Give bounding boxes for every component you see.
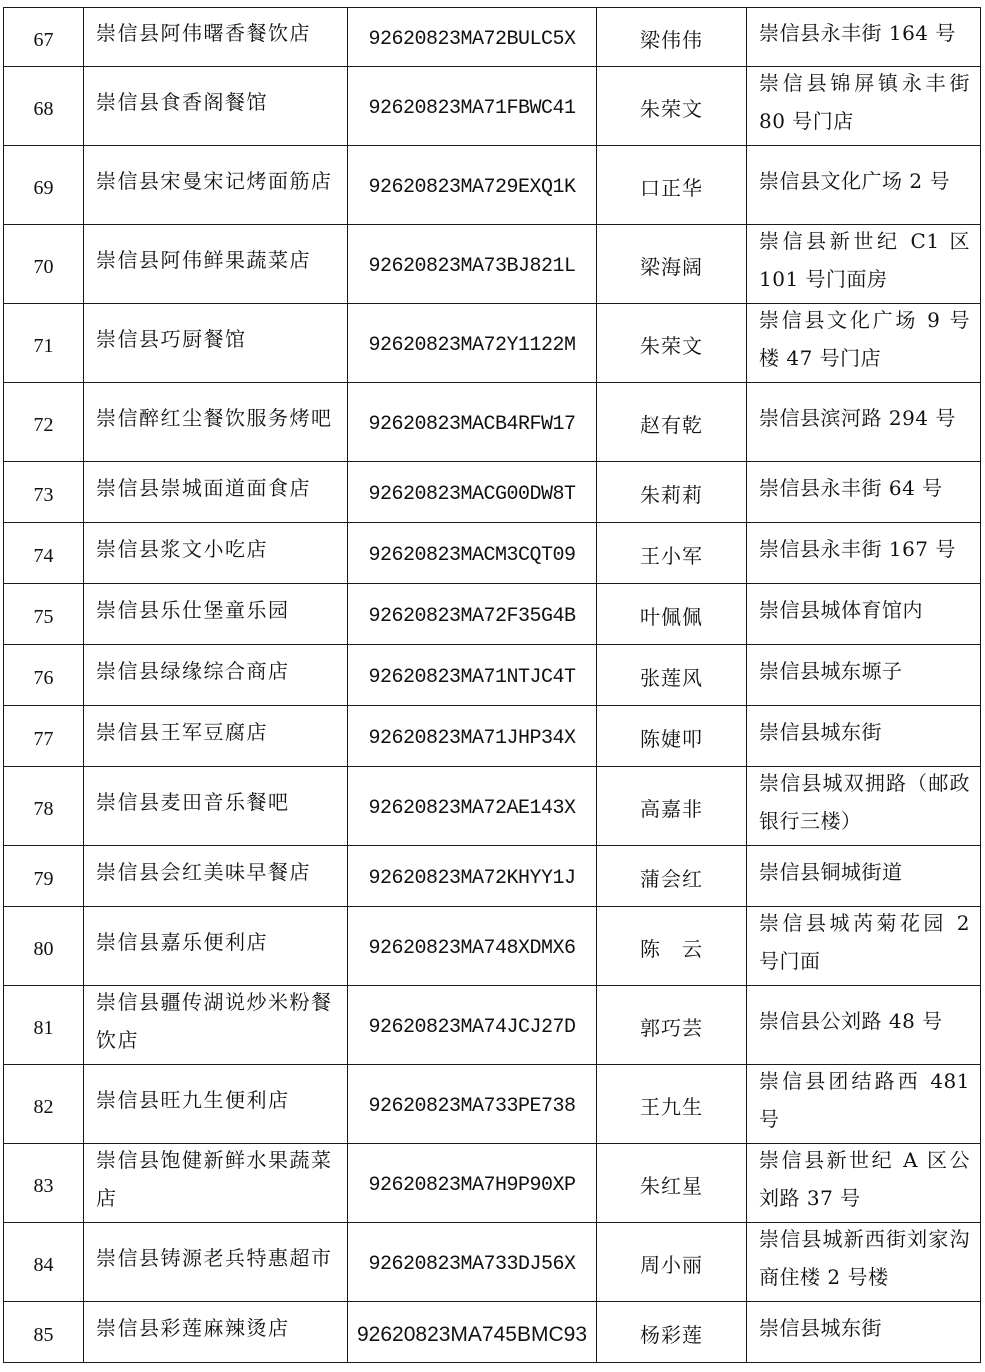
business-name: 崇信县浆文小吃店	[84, 523, 348, 584]
operator-name: 张莲风	[597, 645, 747, 706]
business-name: 崇信县彩莲麻辣烫店	[84, 1302, 348, 1363]
table-row	[4, 225, 981, 304]
table-row	[4, 706, 981, 767]
business-name: 崇信县宋曼宋记烤面筋店	[84, 146, 348, 225]
row-number: 77	[4, 706, 84, 767]
business-name: 崇信县饱健新鲜水果蔬菜店	[84, 1144, 348, 1223]
table-row	[4, 304, 981, 383]
table-row	[4, 1144, 981, 1223]
operator-name: 杨彩莲	[597, 1302, 747, 1363]
business-address: 崇信县永丰街 164 号	[747, 8, 981, 67]
business-address: 崇信县城双拥路（邮政银行三楼）	[747, 767, 981, 846]
credit-code: 92620823MA72AE143X	[348, 767, 597, 846]
business-name: 崇信县麦田音乐餐吧	[84, 767, 348, 846]
business-name: 崇信醉红尘餐饮服务烤吧	[84, 383, 348, 462]
business-name: 崇信县绿缘综合商店	[84, 645, 348, 706]
operator-name: 王九生	[597, 1065, 747, 1144]
business-address: 崇信县永丰街 167 号	[747, 523, 981, 584]
row-number: 70	[4, 225, 84, 304]
row-number: 78	[4, 767, 84, 846]
table-row	[4, 645, 981, 706]
operator-name: 朱莉莉	[597, 462, 747, 523]
table-row	[4, 1223, 981, 1302]
credit-code: 92620823MA74JCJ27D	[348, 986, 597, 1065]
business-address: 崇信县新世纪 C1 区 101 号门面房	[747, 225, 981, 304]
table-row	[4, 846, 981, 907]
business-name: 崇信县铸源老兵特惠超市	[84, 1223, 348, 1302]
credit-code: 92620823MA745BMC93	[348, 1302, 597, 1363]
credit-code: 92620823MA71FBWC41	[348, 67, 597, 146]
business-address: 崇信县滨河路 294 号	[747, 383, 981, 462]
table-row	[4, 67, 981, 146]
row-number: 73	[4, 462, 84, 523]
business-name: 崇信县疆传湖说炒米粉餐饮店	[84, 986, 348, 1065]
table-row	[4, 986, 981, 1065]
credit-code: 92620823MA7H9P90XP	[348, 1144, 597, 1223]
business-name: 崇信县会红美味早餐店	[84, 846, 348, 907]
credit-code: 92620823MA72F35G4B	[348, 584, 597, 645]
business-name: 崇信县阿伟曙香餐饮店	[84, 8, 348, 67]
row-number: 82	[4, 1065, 84, 1144]
table-row	[4, 523, 981, 584]
row-number: 85	[4, 1302, 84, 1363]
business-address: 崇信县文化广场 2 号	[747, 146, 981, 225]
business-registry-table	[3, 7, 981, 1363]
operator-name: 叶佩佩	[597, 584, 747, 645]
business-address: 崇信县文化广场 9 号楼 47 号门店	[747, 304, 981, 383]
credit-code: 92620823MACG00DW8T	[348, 462, 597, 523]
credit-code: 92620823MA71JHP34X	[348, 706, 597, 767]
business-address: 崇信县公刘路 48 号	[747, 986, 981, 1065]
row-number: 81	[4, 986, 84, 1065]
row-number: 80	[4, 907, 84, 986]
credit-code: 92620823MA729EXQ1K	[348, 146, 597, 225]
credit-code: 92620823MA72Y1122M	[348, 304, 597, 383]
business-address: 崇信县新世纪 A 区公刘路 37 号	[747, 1144, 981, 1223]
business-address: 崇信县城芮菊花园 2 号门面	[747, 907, 981, 986]
credit-code: 92620823MA748XDMX6	[348, 907, 597, 986]
business-address: 崇信县城东街	[747, 706, 981, 767]
business-name: 崇信县乐仕堡童乐园	[84, 584, 348, 645]
credit-code: 92620823MA72KHYY1J	[348, 846, 597, 907]
operator-name: 朱荣文	[597, 67, 747, 146]
business-address: 崇信县城新西街刘家沟商住楼 2 号楼	[747, 1223, 981, 1302]
business-address: 崇信县团结路西 481 号	[747, 1065, 981, 1144]
credit-code: 92620823MA733DJ56X	[348, 1223, 597, 1302]
operator-name: 高嘉非	[597, 767, 747, 846]
row-number: 75	[4, 584, 84, 645]
table-row	[4, 8, 981, 67]
business-name: 崇信县崇城面道面食店	[84, 462, 348, 523]
business-name: 崇信县食香阁餐馆	[84, 67, 348, 146]
credit-code: 92620823MA73BJ821L	[348, 225, 597, 304]
table-row	[4, 767, 981, 846]
business-address: 崇信县铜城街道	[747, 846, 981, 907]
table-row	[4, 146, 981, 225]
business-name: 崇信县旺九生便利店	[84, 1065, 348, 1144]
table-row	[4, 462, 981, 523]
business-address: 崇信县城东街	[747, 1302, 981, 1363]
operator-name: 朱荣文	[597, 304, 747, 383]
credit-code: 92620823MA71NTJC4T	[348, 645, 597, 706]
business-address: 崇信县永丰街 64 号	[747, 462, 981, 523]
business-address: 崇信县锦屏镇永丰街 80 号门店	[747, 67, 981, 146]
credit-code: 92620823MA72BULC5X	[348, 8, 597, 67]
business-name: 崇信县阿伟鲜果蔬菜店	[84, 225, 348, 304]
business-name: 崇信县巧厨餐馆	[84, 304, 348, 383]
credit-code: 92620823MA733PE738	[348, 1065, 597, 1144]
operator-name: 梁海阔	[597, 225, 747, 304]
business-name: 崇信县嘉乐便利店	[84, 907, 348, 986]
row-number: 84	[4, 1223, 84, 1302]
credit-code: 92620823MACM3CQT09	[348, 523, 597, 584]
operator-name: 蒲会红	[597, 846, 747, 907]
operator-name: 郭巧芸	[597, 986, 747, 1065]
row-number: 72	[4, 383, 84, 462]
row-number: 67	[4, 8, 84, 67]
row-number: 74	[4, 523, 84, 584]
business-name: 崇信县王军豆腐店	[84, 706, 348, 767]
operator-name: 陈婕叩	[597, 706, 747, 767]
row-number: 76	[4, 645, 84, 706]
row-number: 83	[4, 1144, 84, 1223]
operator-name: 赵有乾	[597, 383, 747, 462]
row-number: 68	[4, 67, 84, 146]
operator-name: 周小丽	[597, 1223, 747, 1302]
table-row	[4, 1065, 981, 1144]
operator-name: 王小军	[597, 523, 747, 584]
operator-name: 朱红星	[597, 1144, 747, 1223]
table-row	[4, 383, 981, 462]
row-number: 69	[4, 146, 84, 225]
row-number: 71	[4, 304, 84, 383]
row-number: 79	[4, 846, 84, 907]
table-row	[4, 907, 981, 986]
operator-name: 陈 云	[597, 907, 747, 986]
credit-code: 92620823MACB4RFW17	[348, 383, 597, 462]
operator-name: 口正华	[597, 146, 747, 225]
business-address: 崇信县城东塬子	[747, 645, 981, 706]
operator-name: 梁伟伟	[597, 8, 747, 67]
table-row	[4, 584, 981, 645]
business-address: 崇信县城体育馆内	[747, 584, 981, 645]
table-row	[4, 1302, 981, 1363]
